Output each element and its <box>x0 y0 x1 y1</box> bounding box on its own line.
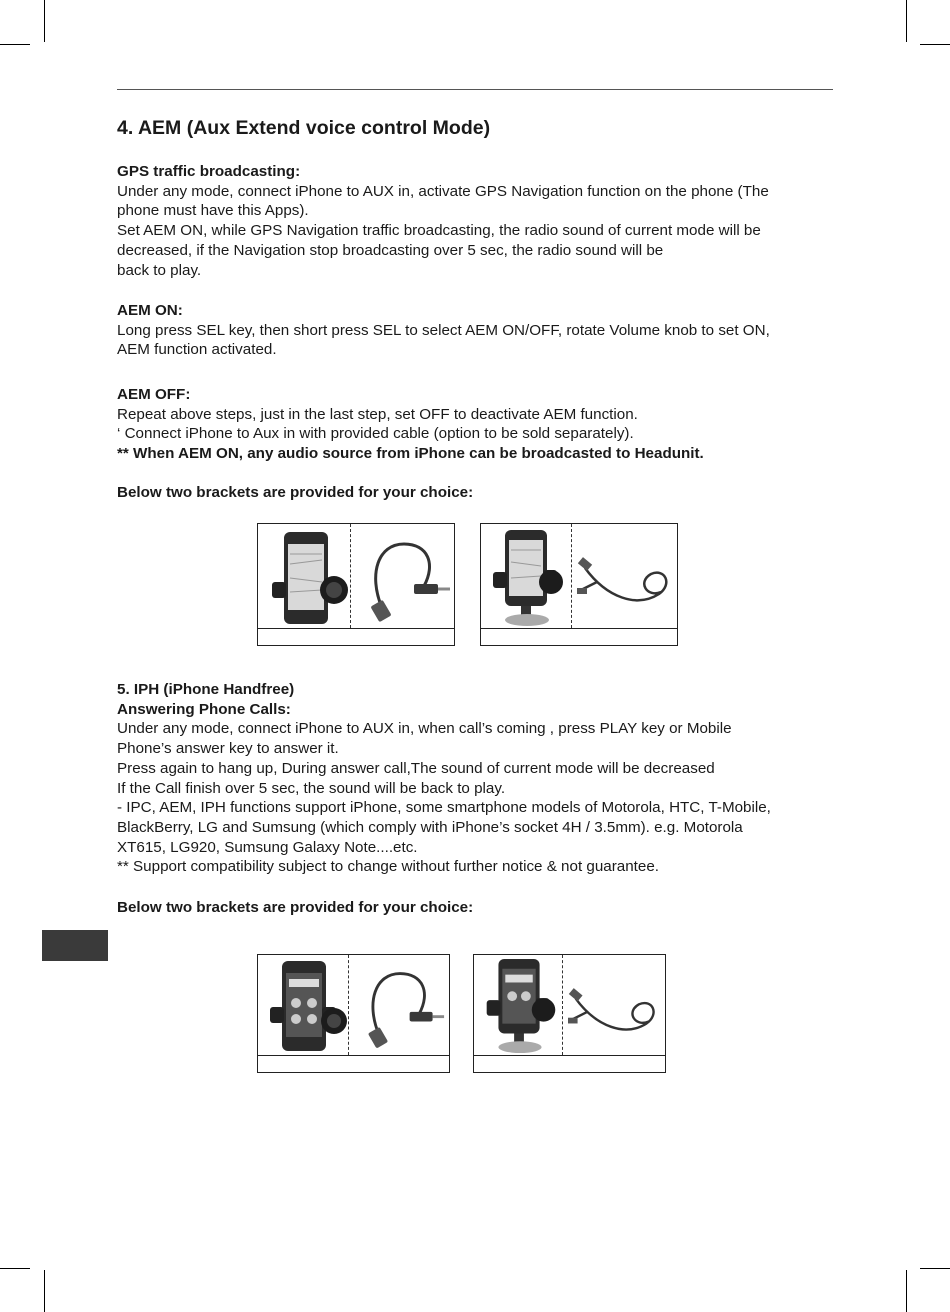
crop-mark <box>920 44 950 45</box>
gps-section <box>117 162 842 280</box>
bracket-option-4 <box>473 954 666 1073</box>
crop-mark <box>920 1268 950 1269</box>
text-line: AEM function activated. <box>117 341 277 359</box>
bracket-option-1 <box>257 523 455 646</box>
text-line: Phone’s answer key to answer it. <box>117 740 339 758</box>
text-line: back to play. <box>117 261 202 279</box>
text-line: Long press SEL key, then short press SEL to select AEM ON/OFF, rotate Volume knob to set ON, <box>117 321 770 339</box>
text-line: Repeat above steps, just in the last step, set OFF to deactivate AEM function. <box>117 405 638 423</box>
text-line: decreased, if the Navigation stop broadcasting over 5 sec, the radio sound will be <box>117 241 664 259</box>
aux-cable-icon <box>358 534 452 628</box>
brackets-heading: Below two brackets are provided for your choice: <box>117 899 474 916</box>
coiled-aux-cable-icon <box>577 538 673 624</box>
section-iph-title: 5. IPH (iPhone Handfree) <box>117 681 295 698</box>
text-line: ** Support compatibility subject to change without further notice & not guarantee. <box>117 858 660 876</box>
gps-heading: GPS traffic broadcasting: <box>117 163 301 180</box>
crop-mark <box>0 44 30 45</box>
crop-mark <box>906 1270 907 1312</box>
text-line: BlackBerry, LG and Sumsung (which comply with iPhone’s socket 4H / 3.5mm). e.g. Motorola <box>117 818 743 836</box>
text-line: Under any mode, connect iPhone to AUX in, when call’s coming , press PLAY key or Mobile <box>117 720 732 738</box>
text-line: XT615, LG920, Sumsung Galaxy Note....etc. <box>117 838 418 856</box>
brackets-heading-aem-wrap <box>117 483 842 503</box>
text-line: ‘ Connect iPhone to Aux in with provided cable (option to be sold separately). <box>117 425 634 443</box>
crop-mark <box>906 0 907 42</box>
answer-heading: Answering Phone Calls: <box>117 700 291 718</box>
bracket-caption-bar <box>474 1055 665 1072</box>
bracket-option-3 <box>257 954 450 1073</box>
iph-section <box>117 680 842 877</box>
coiled-aux-cable-icon <box>568 969 660 1053</box>
aem-off-section <box>117 385 842 464</box>
phone-on-suction-mount-icon <box>485 528 569 628</box>
bracket-caption-bar <box>481 628 677 645</box>
text-line: Under any mode, connect iPhone to AUX in, activate GPS Navigation function on the phone (The <box>117 182 769 200</box>
text-line: If the Call finish over 5 sec, the sound will be back to play. <box>117 779 506 797</box>
crop-mark <box>44 1270 45 1312</box>
phone-in-holder-icon <box>264 959 348 1055</box>
page-side-tab <box>42 930 108 961</box>
bracket-option-2 <box>480 523 678 646</box>
text-line: Set AEM ON, while GPS Navigation traffic broadcasting, the radio sound of current mode will be <box>117 222 761 240</box>
aem-on-heading: AEM ON: <box>117 302 183 319</box>
crop-mark <box>0 1268 30 1269</box>
text-line: - IPC, AEM, IPH functions support iPhone, some smartphone models of Motorola, HTC, T-Mobile, <box>117 799 771 817</box>
aem-off-heading: AEM OFF: <box>117 386 191 403</box>
text-line: phone must have this Apps). <box>117 202 309 220</box>
aem-on-section <box>117 301 842 360</box>
brackets-heading: Below two brackets are provided for your choice: <box>117 484 474 501</box>
phone-in-holder-icon <box>264 530 348 628</box>
crop-mark <box>44 0 45 42</box>
text-line: Press again to hang up, During answer call,The sound of current mode will be decreased <box>117 759 715 777</box>
section-aem-title: 4. AEM (Aux Extend voice control Mode) <box>117 117 491 139</box>
bracket-caption-bar <box>258 628 454 645</box>
bracket-caption-bar <box>258 1055 449 1072</box>
phone-on-suction-mount-icon <box>478 957 562 1055</box>
brackets-heading-iph-wrap <box>117 898 842 918</box>
header-rule <box>117 89 833 90</box>
aux-cable-icon <box>356 963 446 1055</box>
aem-note: ** When AEM ON, any audio source from iPhone can be broadcasted to Headunit. <box>117 445 704 463</box>
